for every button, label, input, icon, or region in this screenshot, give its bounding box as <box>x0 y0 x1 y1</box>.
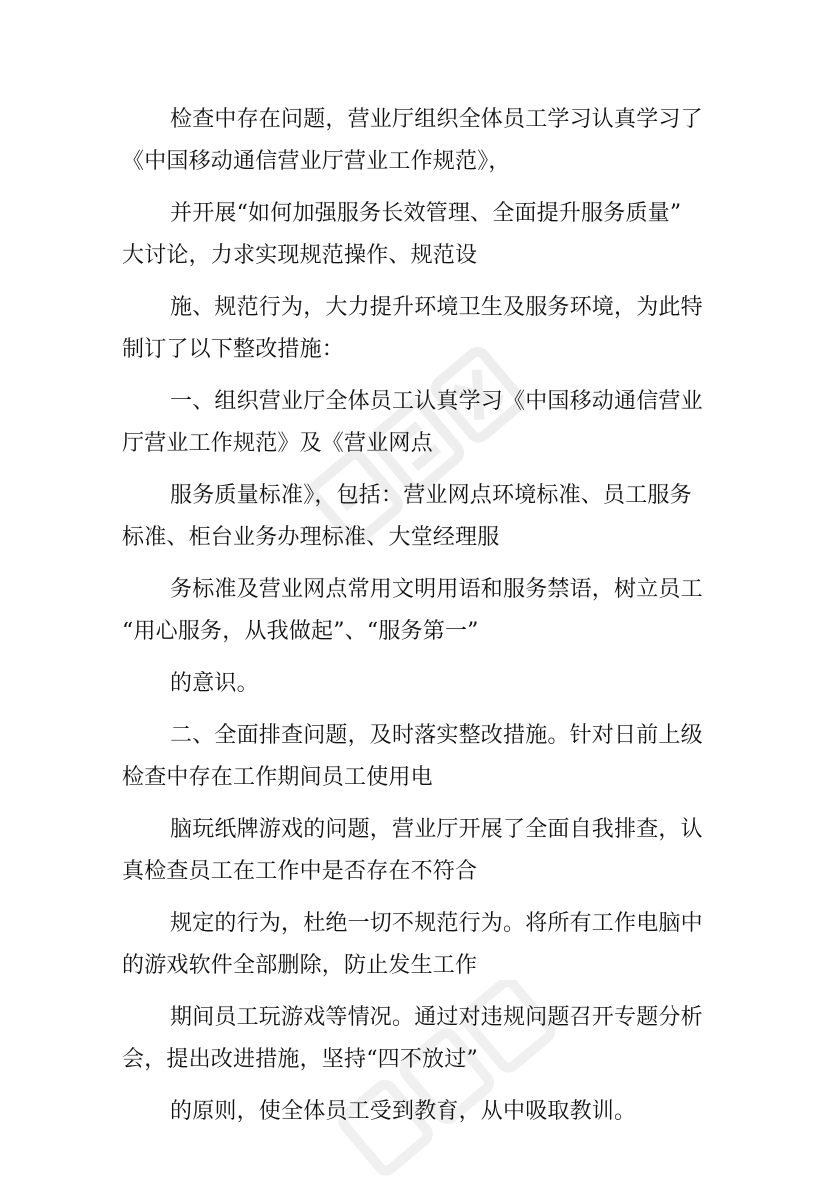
text-line: 真检查员工在工作中是否存在不符合 <box>122 859 478 884</box>
text-line: 制订了以下整改措施： <box>122 337 345 362</box>
text-line: “用心服务，从我做起”、“服务第一” <box>122 619 479 644</box>
text-line: 服务质量标准》，包括：营业网点环境标准、员工服务 <box>170 483 692 508</box>
text-line: 脑玩纸牌游戏的问题，营业厅开展了全面自我排查，认 <box>170 817 703 842</box>
text-line: 《中国移动通信营业厅营业工作规范》， <box>122 149 511 174</box>
text-line: 的意识。 <box>170 671 259 696</box>
text-line: 的原则，使全体员工受到教育，从中吸取教训。 <box>170 1099 637 1124</box>
text-line: 并开展“如何加强服务长效管理、全面提升服务质量” <box>170 201 682 226</box>
text-line: 一、组织营业厅全体员工认真学习《中国移动通信营业 <box>170 389 703 414</box>
text-line: 期间员工玩游戏等情况。通过对违规问题召开专题分析 <box>170 1005 703 1030</box>
text-line: 施、规范行为，大力提升环境卫生及服务环境，为此特 <box>170 295 703 320</box>
text-line: 的游戏软件全部删除，防止发生工作 <box>122 953 478 978</box>
text-line: 规定的行为，杜绝一切不规范行为。将所有工作电脑中 <box>170 911 703 936</box>
text-line: 务标准及营业网点常用文明用语和服务禁语，树立员工 <box>170 577 703 602</box>
text-line: 会，提出改进措施，坚持“四不放过” <box>122 1047 478 1072</box>
text-line: 二、全面排查问题，及时落实整改措施。针对日前上级 <box>170 723 703 748</box>
text-line: 检查中存在工作期间员工使用电 <box>122 765 433 790</box>
text-line: 厅营业工作规范》及《营业网点 <box>122 431 433 456</box>
text-line: 检查中存在问题，营业厅组织全体员工学习认真学习了 <box>170 107 703 132</box>
text-line: 标准、柜台业务办理标准、大堂经理服 <box>122 525 500 550</box>
text-line: 大讨论，力求实现规范操作、规范设 <box>122 243 478 268</box>
